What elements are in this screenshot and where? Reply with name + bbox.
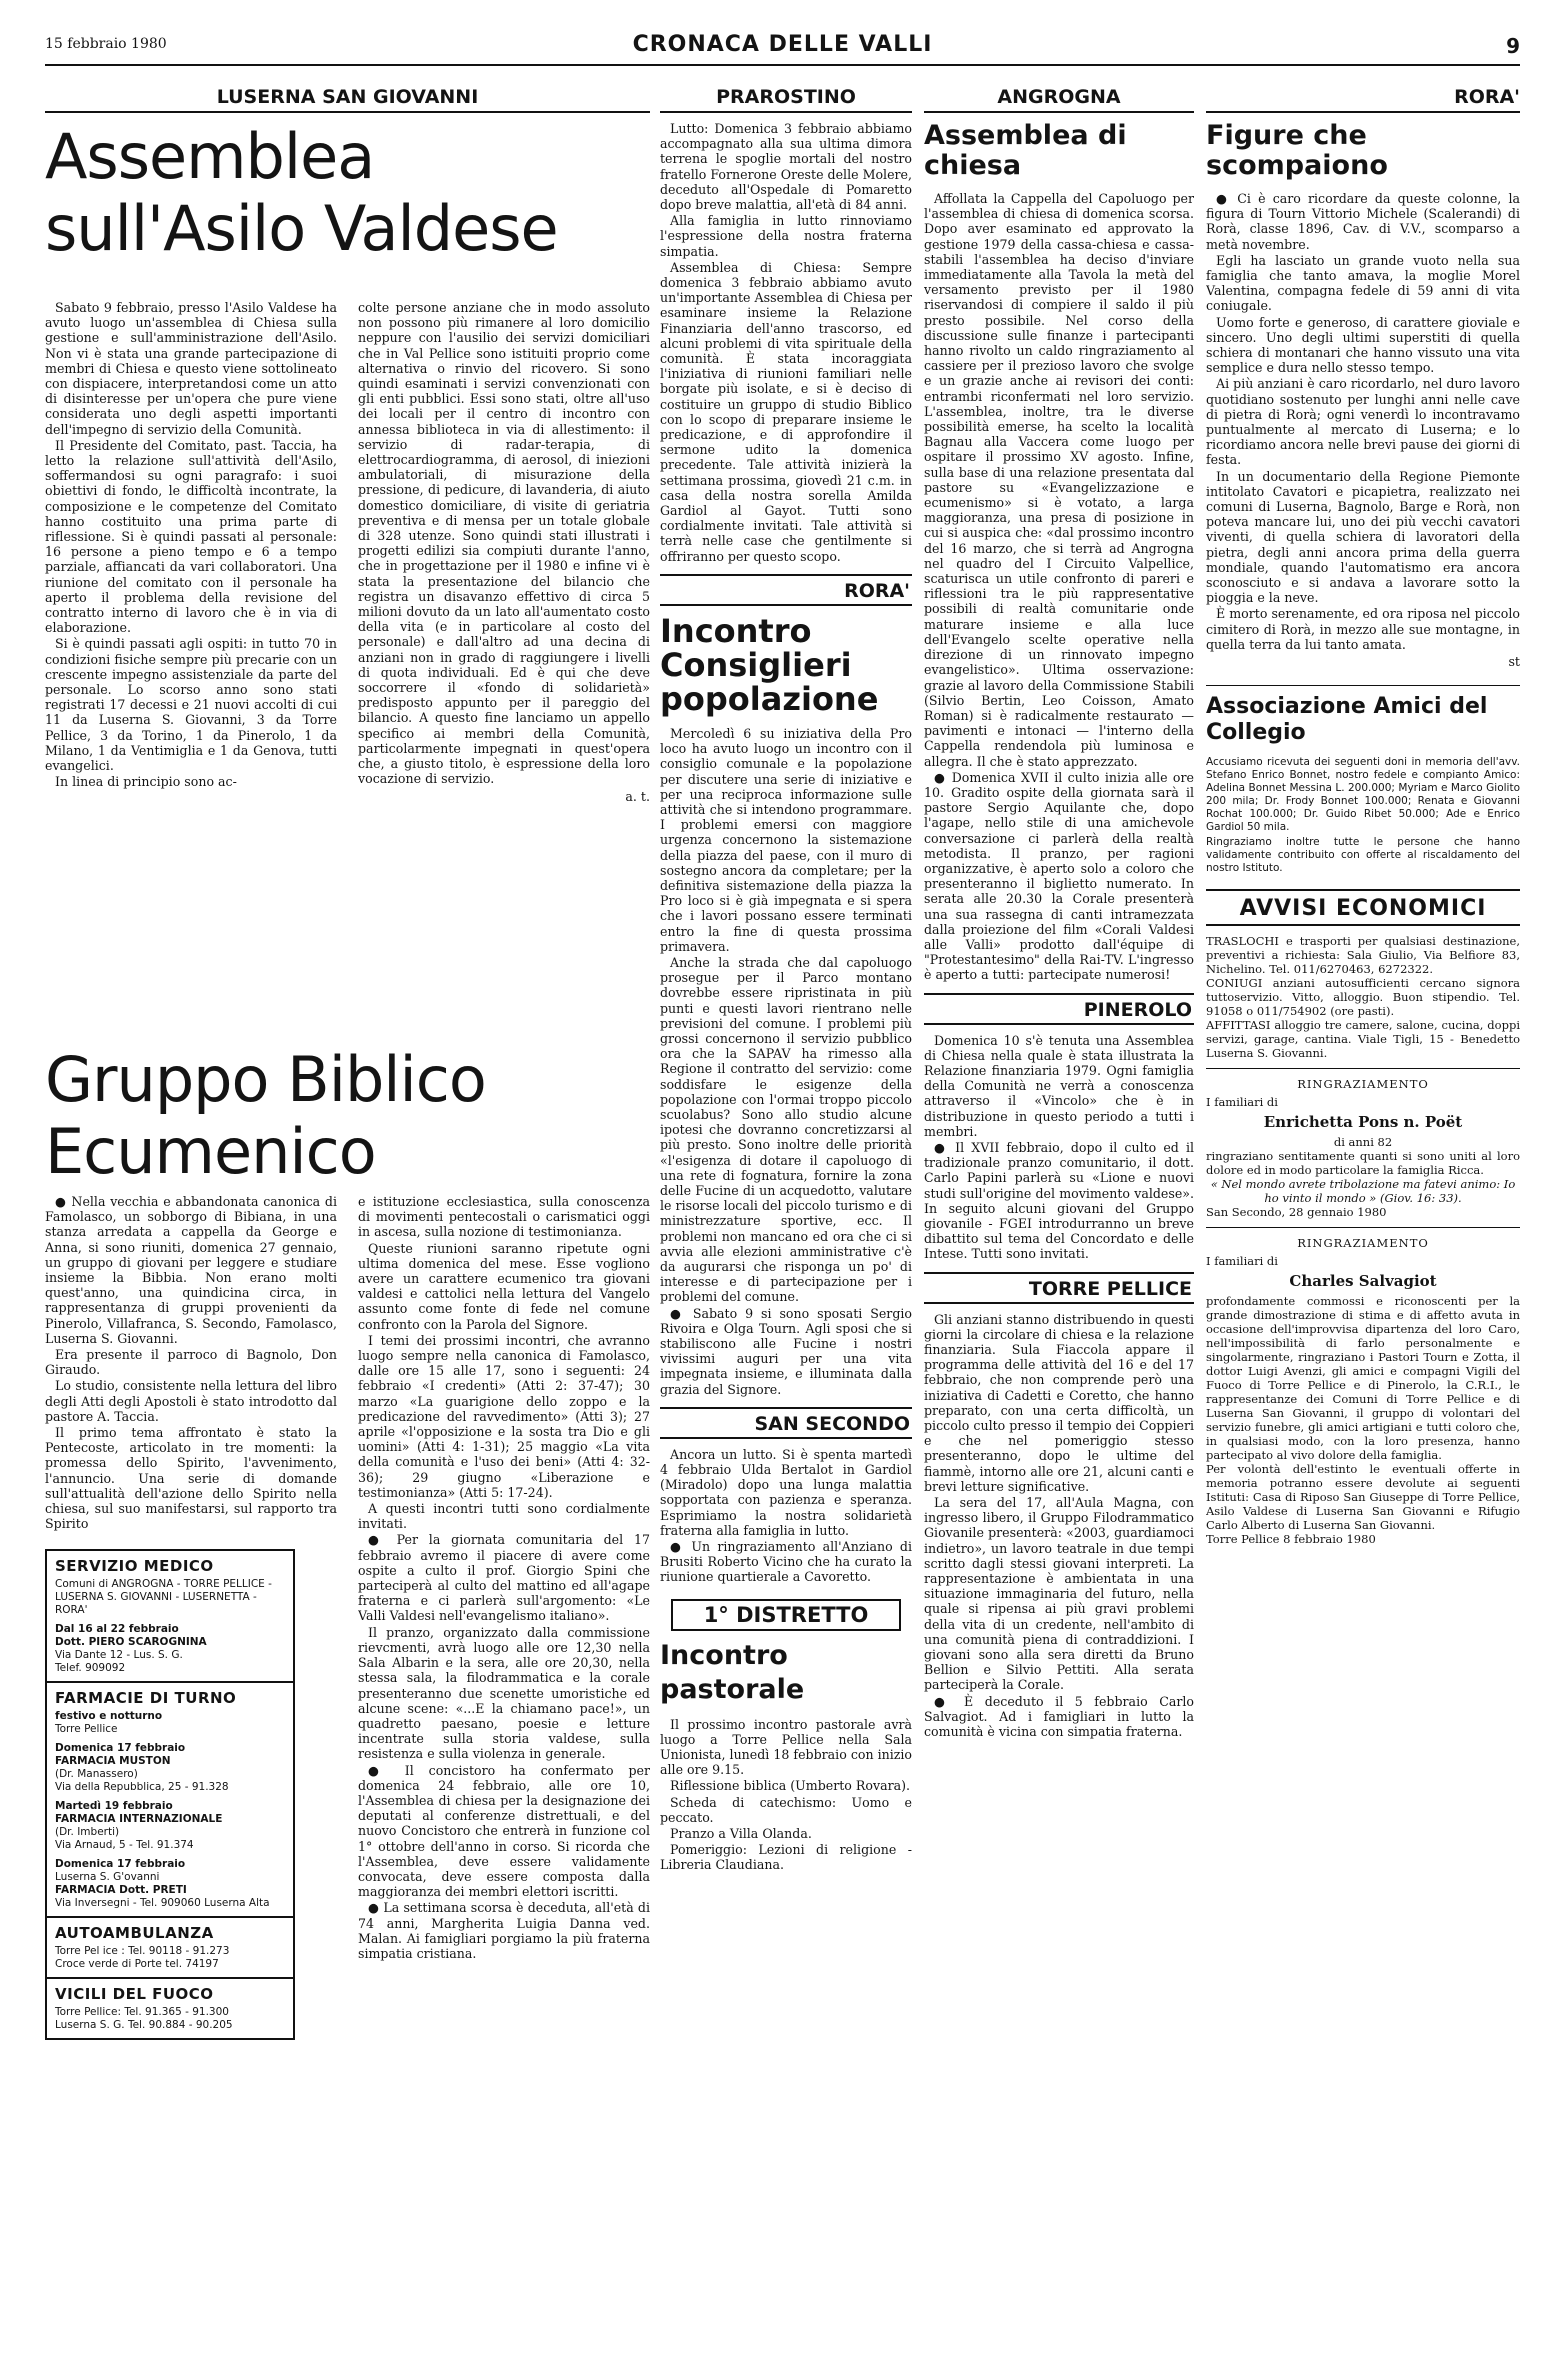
- article-paragraph: ● Il XVII febbraio, dopo il culto ed il tradizionale pranzo comunitario, il dott. Carlo Papini parlerà su «Lione e nuovi studi sull'origine del movimento valdese». In seguito alcuni giovani del Gruppo giovanile - FGEI introdurranno un breve dibattito sul tema del Concordato e delle Intese. Tutti sono invitati.: [924, 1139, 1194, 1262]
- page-number: 9: [1506, 34, 1520, 58]
- article-paragraph: Pranzo a Villa Olanda.: [670, 1826, 812, 1842]
- section-heading-prarostino: PRAROSTINO: [660, 86, 912, 113]
- article-paragraph: Il primo tema affrontato è stato la Pentecoste, articolato in tre momenti: la promessa dello Spirito, l'avvenimento, l'annuncio. Una serie di domande sull'attualità dell'azione dello Spirito nella chiesa, sul suo manifestarsi, sul rapporto tra Spirito: [45, 1425, 337, 1532]
- article-paragraph: Era presente il parroco di Bagnolo, Don Giraudo.: [45, 1347, 337, 1378]
- article-paragraph: Pomeriggio: Lezioni di religione - Libreria Claudiana.: [660, 1842, 912, 1873]
- article-paragraph: e istituzione ecclesiastica, sulla conoscenza di movimenti pentecostali o carismatici oggi in ascesa, sulla nozione di testimonianza.: [358, 1194, 650, 1240]
- headline-figure: Figure che scompaiono: [1206, 120, 1388, 181]
- article-paragraph: Anche la strada che dal capoluogo prosegue per il Parco montano dovrebbe essere ripristinata in più punti e questi lavori rientrano nelle previsioni del comune. I problemi più grossi concernono il servizio pubblico ora che la SAPAV ha rimesso alla Regione il contratto del servizio: come soddisfare le esigenze della popolazione con l'ormai troppo piccolo scuolabus? Sono allo studio alcune ipotesi che dovranno concretizzarsi al più presto. Sono inoltre delle priorità «l'esigenza di dotare il capoluogo di una rete di fognatura, fornire la zona delle Fucine di un acquedotto, valutare le risorse locali del piccolo turismo e di ministrezzature sportive, ecc. Il problemi non mancano ed ora che ci si avvia alle elezioni amministrative c'è da augurarsi che risponga un po' di interesse e di partecipazione per i problemi del comune.: [660, 954, 912, 1305]
- section-heading-angrogna: ANGROGNA: [924, 86, 1194, 113]
- box-text: Martedì 19 febbraio: [55, 1800, 173, 1813]
- box-text: Via Dante 12 - Lus. S. G.: [55, 1649, 183, 1662]
- section-heading-rora-2: RORA': [1206, 86, 1520, 113]
- ringraziamento-intro: I familiari di: [1206, 1254, 1278, 1269]
- article-paragraph: Mercoledì 6 su iniziativa della Pro loco ha avuto luogo un incontro con il consiglio comunale e la popolazione per discutere una serie di iniziative e per una reciproca informazione sulle attività che si intendono programmare. I problemi emersi con maggiore urgenza concernono la sistemazione della piazza del paese, con il muro di sostegno ancora da completare; per la definitiva sistemazione della piazza la Pro loco si è già impegnata e si spera che i lavori possano essere terminati entro la fine di questa prossima primavera.: [660, 725, 912, 954]
- article-paragraph: ● Domenica XVII il culto inizia alle ore 10. Gradito ospite della giornata sarà il pastore Sergio Aquilante che, dopo l'agape, nello stile di una amichevole conversazione ci parlerà della realtà metodista. Il pranzo, per ragioni organizzative, è aperto solo a coloro che presenteranno il biglietto numerato. In serata alle 20.30 la Corale presenterà una sua rassegna di canti intramezzata dalla proiezione del film «Corali Valdesi alle Valli» prodotto dall'équipe di "Protestantesimo" della Rai-TV. L'ingresso è aperto a tutti: partecipate numerosi!: [924, 769, 1194, 983]
- box-title: SERVIZIO MEDICO: [55, 1557, 214, 1576]
- box-text: (Dr. Manassero): [55, 1768, 138, 1781]
- rora-column: [1206, 86, 1520, 2336]
- box-text: Domenica 17 febbraio: [55, 1858, 186, 1871]
- article-paragraph: Uomo forte e generoso, di carattere gioviale e sincero. Uno degli ultimi superstiti di quella schiera di montanari che hanno vissuto una vita semplice e dura nello stesso tempo.: [1206, 314, 1520, 376]
- box-text: Croce verde di Porte tel. 74197: [55, 1958, 219, 1971]
- article-paragraph: Scheda di catechismo: Uomo e peccato.: [660, 1794, 912, 1825]
- article-paragraph: La sera del 17, all'Aula Magna, con ingresso libero, il Gruppo Filodrammatico Giovanile presenterà: «2003, guardiamoci indietro», un lavoro teatrale in due tempi scritto dagli stessi giovani interpreti. La rappresentazione è ambientata in una situazione immaginaria del futuro, nella quale si ripensa ai più gravi problemi della vita di un credente, nell'ambito di una comunità piena di contraddizioni. I giovani sono alla sera diretti da Bruno Bellion e Silvio Pettiti. Alla serata parteciperà la Corale.: [924, 1495, 1194, 1693]
- article-paragraph: ● Nella vecchia e abbandonata canonica di Famolasco, un sobborgo di Bibiana, in una stanza arredata a cappella da George e Anna, si sono riuniti, domenica 27 gennaio, un gruppo di giovani per leggere e studiare insieme la Bibbia. Non erano molti quest'anno, una quindicina circa, in rappresentanza di gruppi provenienti da Pinerolo, Villafranca, S. Secondo, Famolasco, Luserna S. Giovanni.: [45, 1194, 337, 1346]
- box-text: Via Arnaud, 5 - Tel. 91.374: [55, 1839, 194, 1852]
- classified-ad: TRASLOCHI e trasporti per qualsiasi destinazione, preventivi a richiesta: Sala Giulio, Via Belfiore 83, Nichelino. Tel. 011/6270463, 6272322.: [1206, 934, 1520, 977]
- box-text: Dal 16 al 22 febbraio: [55, 1623, 179, 1636]
- article-signature: st: [1508, 654, 1520, 670]
- box-text: Telef. 909092: [55, 1662, 126, 1675]
- headline-asilo-2: sull'Asilo Valdese: [45, 192, 558, 265]
- article-paragraph: Queste riunioni saranno ripetute ogni ultima domenica del mese. Esse vogliono avere un carattere ecumenico tra giovani valdesi e cattolici nella lettura del Vangelo assunto come fonte di fede nel comune confronto con la Parola del Signore.: [358, 1240, 650, 1332]
- article-paragraph: Alla famiglia in lutto rinnoviamo l'espressione della nostra fraterna simpatia.: [660, 213, 912, 259]
- box-text: FARMACIA MUSTON: [55, 1755, 171, 1768]
- article-paragraph: ● Il concistoro ha confermato per domenica 24 febbraio, alle ore 10, l'Assemblea di chiesa per la designazione dei deputati al conferenze distrettuali, e del nuovo Concistoro che entrerà in funzione col 1° ottobre dell'anno in corso. Si ricorda che l'Assemblea, deve essere validamente convocata, deve essere composta dalla maggioranza dei membri elettori iscritti.: [358, 1762, 650, 1900]
- deceased-age: di anni 82: [1333, 1135, 1393, 1150]
- article-paragraph: Il prossimo incontro pastorale avrà luogo a Torre Pellice nella Sala Unionista, lunedì 18 febbraio con inizio alle ore 9.15.: [660, 1716, 912, 1778]
- box-text: (Dr. Imberti): [55, 1826, 120, 1839]
- section-heading-luserna: LUSERNA SAN GIOVANNI: [45, 86, 650, 113]
- headline-asilo-1: Assemblea: [45, 120, 375, 193]
- ringraziamento-title: RINGRAZIAMENTO: [1297, 1236, 1429, 1251]
- box-title: AUTOAMBULANZA: [55, 1924, 214, 1943]
- section-heading-sansecondo: SAN SECONDO: [660, 1407, 912, 1439]
- section-heading-rora: RORA': [660, 574, 912, 606]
- gruppo-article: [45, 1194, 650, 2334]
- ringraziamento-title: RINGRAZIAMENTO: [1297, 1077, 1429, 1092]
- avvisi-heading: AVVISI ECONOMICI: [1206, 889, 1520, 926]
- headline-assemblea-chiesa: Assemblea di chiesa: [924, 120, 1127, 181]
- article-paragraph: Sabato 9 febbraio, presso l'Asilo Valdese ha avuto luogo un'assemblea di Chiesa sulla gestione e sull'amministrazione dell'Asilo. Non vi è stata una grande partecipazione di membri di Chiesa e questo viene sottolineato con dispiacere, interpretandosi come un atto di disinteresse per un'opera che pure viene considerata uno degli aspetti importanti dell'impegno di servizio della Comunità.: [45, 300, 337, 437]
- box-text: Domenica 17 febbraio: [55, 1742, 186, 1755]
- article-paragraph: ● La settimana scorsa è deceduta, all'età di 74 anni, Margherita Luigia Danna ved. Malan. Ai famigliari porgiamo la più fraterna simpatia cristiana.: [358, 1900, 650, 1961]
- ringraziamento-text: Per volontà dell'estinto le eventuali offerte in memoria potranno essere devolute ai seguenti Istituti: Casa di Riposo San Giuseppe di Torre Pellice, Asilo Valdese di Luserna San Giovanni e Rifugio Carlo Alberto di Luserna San Giovanni.: [1206, 1462, 1520, 1533]
- gruppo-column-2: [358, 1194, 650, 2334]
- article-paragraph: Ringraziamo inoltre tutte le persone che hanno validamente contribuito con offerte al riscaldamento del nostro Istituto.: [1206, 836, 1520, 875]
- box-text: Via Inversegni - Tel. 909060 Luserna Alta: [55, 1897, 270, 1910]
- box-text: festivo e notturno: [55, 1710, 163, 1723]
- article-paragraph: ● È deceduto il 5 febbraio Carlo Salvagiot. Ad i famigliari in lutto la comunità è vicina con simpatia fraterna.: [924, 1693, 1194, 1740]
- ringraziamento-text: profondamente commossi e riconoscenti per la grande dimostrazione di stima e di affetto avuta in occasione dell'improvvisa dipartenza del loro Caro, nell'impossibilità di farlo personalmente e singolarmente, ringraziano i Pastori Tourn e Zotta, il dottor Luigi Avenzi, gli amici e compagni Vigili del Fuoco di Torre Pellice e di Pinerolo, la C.R.I., le rappresentanze dei Comuni di Torre Pellice e di Luserna San Giovanni, il gruppo di volontari del servizio funebre, gli amici artigiani e tutti coloro che, in qualsiasi modo, con la loro presenza, hanno partecipato al vivo dolore della famiglia.: [1206, 1294, 1520, 1463]
- article-paragraph: Gli anziani stanno distribuendo in questi giorni la circolare di chiesa e la relazione finanziaria. Sula Fiaccola appare il programma delle attività del 16 e del 17 febbraio, che non comprende però una iniziativa di Cadetti e Coretto, che hanno preparato, con una certa difficoltà, un piccolo culto presso il tempio dei Coppieri e che nel pomeriggio stesso presenteranno, dopo le ultime del fiammè, intorno alle ore 21, alcuni canti e brevi letture significative.: [924, 1311, 1194, 1494]
- article-paragraph: Il Presidente del Comitato, past. Taccia, ha letto la relazione sull'attività dell'Asilo, soffermandosi su ogni paragrafo: i suoi obiettivi di fondo, le difficoltà incontrate, la composizione e le competenze del Comitato hanno costituito una prima parte di riflessione. Si è quindi passati al personale: 16 persone a pieno tempo e 6 a tempo parziale, affiancati da vari collaboratori. Una riunione del comitato con il personale ha aperto il problema della revisione del contratto interno di lavoro che è in via di elaborazione.: [45, 437, 337, 636]
- article-paragraph: ● Un ringraziamento all'Anziano di Brusiti Roberto Vicino che ha curato la riunione quartierale a Cavoretto.: [660, 1539, 912, 1585]
- gruppo-column-1: [45, 1194, 337, 2334]
- box-text: Luserna S. G. Tel. 90.884 - 90.205: [55, 2019, 233, 2032]
- box-text: Comuni di ANGROGNA - TORRE PELLICE - LUSERNA S. GIOVANNI - LUSERNETTA - RORA': [55, 1578, 272, 1617]
- ringraziamento-date: Torre Pellice 8 febbraio 1980: [1206, 1532, 1376, 1547]
- article-paragraph: Si è quindi passati agli ospiti: in tutto 70 in condizioni fisiche sempre più precarie con un crescente impegno assistenziale da parte del personale. Lo scorso anno sono stati registrati 17 decessi e 21 nuovi accolti di cui 11 da Luserna S. Giovanni, 3 da Torre Pellice, 3 da Torino, 1 da Pinerolo, 1 da Milano, 1 da Ventimiglia e 1 da Genova, tutti evangelici.: [45, 636, 337, 774]
- servizio-medico-box: [45, 1549, 295, 2040]
- article-paragraph: ● Per la giornata comunitaria del 17 febbraio avremo il piacere di avere come ospite a culto il prof. Giorgio Spini che parteciperà al culto del mattino ed all'agape fraterna e ci parlerà sull'argomento: «Le Valli Valdesi nell'evangelismo italiano».: [358, 1532, 650, 1624]
- box-title: VICILI DEL FUOCO: [55, 1985, 214, 2004]
- headline-incontro-consiglieri: Incontro Consiglieri popolazione: [660, 611, 879, 718]
- article-paragraph: In un documentario della Regione Piemonte intitolato Cavatori e picapietra, realizzato nei comuni di Luserna, Bagnolo, Barge e Rorà, non poteva mancare lui, uno dei più vecchi cavatori viventi, di quella schiera di lavoratori della pietra, degli anni ancora prima della guerra mondiale, quando l'automatismo era ancora sconosciuto e si andava a lavorare sotto la pioggia e la neve.: [1206, 468, 1520, 606]
- issue-date: 15 febbraio 1980: [45, 36, 167, 52]
- box-text: Dott. PIERO SCAROGNINA: [55, 1636, 207, 1649]
- masthead: [45, 30, 1520, 66]
- asilo-column-1: [45, 300, 337, 1042]
- asilo-column-2: [358, 300, 650, 1042]
- paper-title: CRONACA DELLE VALLI: [632, 32, 933, 57]
- classified-ad: AFFITTASI alloggio tre camere, salone, cucina, doppi servizi, garage, cantina. Viale Tigli, 15 - Benedetto Luserna S. Giovanni.: [1206, 1018, 1520, 1061]
- box-title: FARMACIE DI TURNO: [55, 1689, 237, 1708]
- article-paragraph: Riflessione biblica (Umberto Rovara).: [670, 1778, 911, 1794]
- box-text: Torre Pellice: Tel. 91.365 - 91.300: [55, 2006, 229, 2019]
- section-heading-torre: TORRE PELLICE: [924, 1272, 1194, 1304]
- box-text: Torre Pellice: [55, 1723, 118, 1736]
- article-paragraph: ● Sabato 9 si sono sposati Sergio Rivoira e Olga Tourn. Agli sposi che si stabiliscono alle Fucine i nostri vivissimi auguri per una vita impegnata insieme, e illuminata dalla grazia del Signore.: [660, 1305, 912, 1397]
- box-text: FARMACIA INTERNAZIONALE: [55, 1813, 223, 1826]
- article-paragraph: Domenica 10 s'è tenuta una Assemblea di Chiesa nella quale è stata illustrata la Relazione finanziaria 1979. Ogni famiglia della Comunità ne verrà a conoscenza attraverso il «Vincolo» che è in distribuzione in questo periodo a tutti i membri.: [924, 1032, 1194, 1139]
- headline-gruppo-1: Gruppo Biblico: [45, 1043, 486, 1116]
- article-paragraph: A questi incontri tutti sono cordialmente invitati.: [358, 1501, 650, 1532]
- ringraziamento-intro: I familiari di: [1206, 1095, 1278, 1110]
- box-text: Via della Repubblica, 25 - 91.328: [55, 1781, 229, 1794]
- box-text: Torre Pel ice : Tel. 90118 - 91.273: [55, 1945, 230, 1958]
- ringraziamento-date: San Secondo, 28 gennaio 1980: [1206, 1205, 1387, 1220]
- article-paragraph: Ancora un lutto. Si è spenta martedì 4 febbraio Ulda Bertalot in Gardiol (Miradolo) dopo una lunga malattia sopportata con pazienza e speranza. Esprimiamo la nostra solidarietà fraterna alla famiglia in lutto.: [660, 1446, 912, 1538]
- angrogna-column: [924, 86, 1194, 2336]
- deceased-name: Charles Salvagiot: [1289, 1272, 1437, 1291]
- classified-ad: CONIUGI anziani autosufficienti cercano signora tuttoservizio. Vitto, alloggio. Buon stipendio. Tel. 91058 o 011/754902 (ore pasti).: [1206, 976, 1520, 1019]
- ringraziamento-verse: « Nel mondo avrete tribolazione ma fatevi animo: Io ho vinto il mondo » (Giov. 16: 33).: [1210, 1177, 1516, 1206]
- article-paragraph: In linea di principio sono ac-: [55, 774, 237, 790]
- gruppo-headline-block: [45, 1044, 650, 1188]
- asilo-article: [45, 300, 650, 1042]
- article-paragraph: Egli ha lasciato un grande vuoto nella sua famiglia che tanto amava, la moglie Morel Valentina, compagna fedele di 59 anni di vita coniugale.: [1206, 252, 1520, 314]
- article-paragraph: Ai più anziani è caro ricordarlo, nel duro lavoro quotidiano sostenuto per lunghi anni nelle cave di pietra di Rorà; ogni venerdì lo incontravamo puntualmente al mercato di Luserna; e lo ricordiamo ancora nelle brevi pause dei giorni di festa.: [1206, 376, 1520, 468]
- article-paragraph: Il pranzo, organizzato dalla commissione rievcmenti, avrà luogo alle ore 12,30 nella Sala Albarin e la sera, alle ore 20,30, nella stessa sala, la filodrammatica e la corale presenteranno due scenette umoristiche ed alcune scene: «...E la chiamano pace!», un quadretto paesano, poesie e letture incentrate sulla storia valdese, sulla resistenza e sulla violenza in generale.: [358, 1624, 650, 1762]
- article-paragraph: Affollata la Cappella del Capoluogo per l'assemblea di chiesa di domenica scorsa. Dopo aver esaminato ed approvato la gestione 1979 della cassa-chiesa e cassa-stabili l'assemblea ha deciso d'inviare immediatamente alla Tavola la metà del versamento previsto per il 1980 riservandosi di compiere il saldo il più presto possibile. Nel corso della discussione sulle finanze i partecipanti hanno rivolto un caldo ringraziamento al cassiere per il prezioso lavoro che svolge e un grazie anche ai revisori dei conti: entrambi riconfermati nel loro servizio. L'assemblea, inoltre, tra le diverse possibilità emerse, ha scelto la località Bagnau alla Vaccera come luogo per ospitare il prossimo XV agosto. Infine, sulla base di una relazione presentata dal pastore su «Evangelizzazione e ecumenismo» si è votato, a larga maggioranza, una presa di posizione in cui si auspica che: «dal prossimo incontro del 16 marzo, che si terrà ad Angrogna nel quadro del I Circuito Valpellice, scaturisca un utile confronto di pareri e riflessioni tra le più rappresentative possibili di realtà comunitarie onde maturare insieme e alla luce dell'Evangelo scelte operative nella direzione di un rinnovato impegno evangelistico». Ultima osservazione: grazie al lavoro della Commissione Stabili (Silvio Bertin, Leo Coisson, Amato Roman) si è radicalmente restaurato — pavimenti e intonaci — l'interno della Cappella rendendola più luminosa e allegra. Il che è stato apprezzato.: [924, 191, 1194, 769]
- ringraziamento-text: ringraziano sentitamente quanti si sono uniti al loro dolore ed in modo particolare la famiglia Ricca.: [1206, 1149, 1520, 1178]
- deceased-name: Enrichetta Pons n. Poët: [1263, 1113, 1463, 1132]
- article-paragraph: ● Ci è caro ricordare da queste colonne, la figura di Tourn Vittorio Michele (Scalerandi) di Rorà, classe 1896, Cav. di V.V., scomparso a metà novembre.: [1206, 191, 1520, 252]
- article-signature: a. t.: [625, 788, 650, 804]
- headline-gruppo-2: Ecumenico: [45, 1115, 376, 1188]
- article-paragraph: Assemblea di Chiesa: Sempre domenica 3 febbraio abbiamo avuto un'importante Assemblea di Chiesa per esaminare insieme la Relazione Finanziaria dell'anno trascorso, ed alcuni problemi di vita spirituale della comunità. È stata incoraggiata l'iniziativa di riunioni familiari nelle borgate più isolate, e si è deciso di costituire un gruppo di studio Biblico con lo scopo di preparare insieme le predicazione, e di approfondire il sermone udito la domenica precedente. Tale attività inizierà la settimana prossima, giovedì 21 c.m. in casa della nostra sorella Amilda Gardiol al Gayot. Tutti sono cordialmente invitati. Tale attività si terrà nelle case che gentilmente si offriranno per questo scopo.: [660, 259, 912, 564]
- article-paragraph: Lo studio, consistente nella lettura del libro degli Atti degli Apostoli è stato introdotto dal pastore A. Taccia.: [45, 1378, 337, 1424]
- prarostino-column: [660, 86, 912, 2336]
- article-paragraph: I temi dei prossimi incontri, che avranno luogo sempre nella canonica di Famolasco, dalle ore 15 alle 17, sono i seguenti: 24 febbraio «I credenti» (Atti 2: 37-47); 30 marzo «La guarigione dello zoppo e la predicazione del ravvedimento» (Atti 3); 27 aprile «l'opposizione e la sosta tra Dio e gli uomini» (Atti 4: 1-31); 25 maggio «La vita della comunità e l'uso dei beni» (Atti 4: 32-36); 29 giugno «Liberazione e testimonianza» (Atti 5: 17-24).: [358, 1332, 650, 1500]
- section-heading-pinerolo: PINEROLO: [924, 993, 1194, 1025]
- headline-amici-collegio: Associazione Amici del Collegio: [1206, 685, 1520, 746]
- article-paragraph: È morto serenamente, ed ora riposa nel piccolo cimitero di Rorà, in mezzo alle sue montagne, in quella terra da lui tanto amata.: [1206, 606, 1520, 652]
- headline-incontro-pastorale: Incontro pastorale: [660, 1639, 805, 1705]
- box-text: FARMACIA Dott. PRETI: [55, 1884, 187, 1897]
- distretto-box: 1° DISTRETTO: [671, 1599, 901, 1631]
- article-paragraph: Accusiamo ricevuta dei seguenti doni in memoria dell'avv. Stefano Enrico Bonnet, nostro fedele e compianto Amico: Adelina Bonnet Messina L. 200.000; Myriam e Marco Giolito 200 mila; Dr. Frody Bonnet 100.000; Renata e Giovanni Rochat 100.000; Dr. Guido Ribet 50.000; Ade e Enrico Gardiol 50 mila.: [1206, 756, 1520, 834]
- box-text: Luserna S. G'ovanni: [55, 1871, 160, 1884]
- article-paragraph: Lutto: Domenica 3 febbraio abbiamo accompagnato alla sua ultima dimora terrena le spoglie mortali del nostro fratello Fornerone Oreste delle Molere, deceduto all'Ospedale di Pomaretto dopo breve malattia, all'età di 84 anni.: [660, 121, 912, 213]
- article-paragraph: colte persone anziane che in modo assoluto non possono più rimanere al loro domicilio neppure con l'ausilio dei servizi domiciliari che in Val Pellice sono istituiti proprio come alternativa o rinvio del ricovero. Si sono quindi esaminati i servizi convenzionati con gli enti pubblici. Essi sono stati, oltre all'uso dei locali per il centro di incontro con annessa biblioteca in via di allestimento: il servizio di radar-terapia, di elettrocardiogramma, di aerosol, di iniezioni ambulatoriali, di misurazione della pressione, di pedicure, di lavanderia, di aiuto domestico domiciliare, di visite di geriatria preventiva e di mensa per un totale globale di 328 utenze. Sono quindi stati illustrati i progetti edilizi sia compiuti durante l'anno, che in progettazione per il 1980 e infine vi è stata la presentazione del bilancio che registra un disavanzo effettivo di circa 5 milioni dovuto da un lato all'aumentato costo della vita (e in particolare al costo del personale) e dall'altro ad una decina di anziani non in grado di raggiungere i livelli di quota individuali. Ed è qui che deve soccorrere il «fondo di solidarietà» predisposto appunto per il pareggio del bilancio. A questo fine lanciamo un appello specifico ai membri della Comunità, particolarmente impegnati in quest'opera che, a giusto titolo, è espressione della loro vocazione di servizio.: [358, 300, 650, 787]
